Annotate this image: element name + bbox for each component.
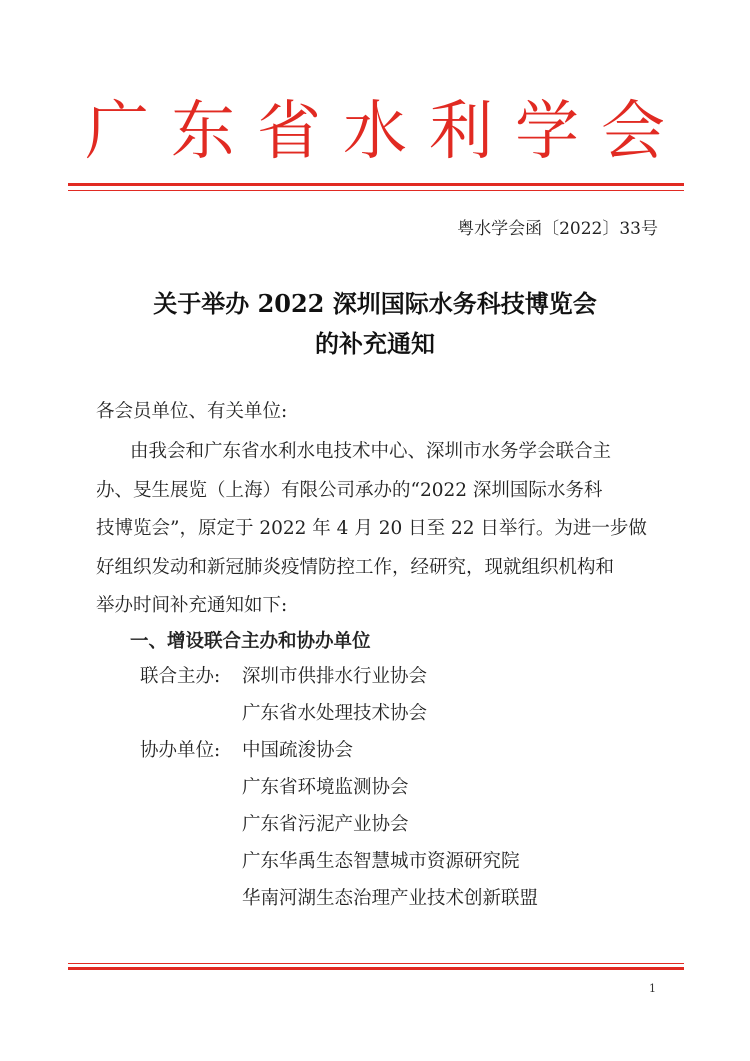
- section-heading: 一、增设联合主办和协办单位: [130, 631, 371, 652]
- paragraph-line: 技博览会”，原定于 2022 年 4 月 20 日至 22 日举行。为进一步做: [96, 518, 647, 539]
- header-rule-thin: [68, 190, 684, 191]
- footer-rule-thin: [68, 963, 684, 964]
- co-organizer-item: 华南河湖生态治理产业技术创新联盟: [242, 888, 539, 909]
- co-organizer-item: 广东华禹生态智慧城市资源研究院: [242, 851, 520, 872]
- paragraph-line: 由我会和广东省水利水电技术中心、深圳市水务学会联合主: [130, 441, 612, 462]
- co-organizer-item: 广东省污泥产业协会: [242, 814, 409, 835]
- co-organizer-item: 广东省环境监测协会: [242, 777, 409, 798]
- salutation: 各会员单位、有关单位:: [96, 401, 288, 422]
- document-title-line2: 的补充通知: [315, 329, 435, 358]
- co-organizer-label: 协办单位:: [140, 740, 221, 761]
- co-host-item: 深圳市供排水行业协会: [242, 666, 428, 687]
- co-organizer-item: 中国疏浚协会: [242, 740, 354, 761]
- paragraph-line: 办、旻生展览（上海）有限公司承办的“2022 深圳国际水务科: [96, 480, 603, 501]
- document-title-line1: 关于举办 2022 深圳国际水务科技博览会: [153, 289, 597, 318]
- paragraph-line: 举办时间补充通知如下:: [96, 595, 288, 616]
- page-number: 1: [649, 982, 656, 995]
- document-number: 粤水学会函〔2022〕33号: [457, 219, 658, 239]
- footer-rule-thick: [68, 967, 684, 970]
- paragraph-line: 好组织发动和新冠肺炎疫情防控工作，经研究，现就组织机构和: [96, 557, 615, 578]
- header-rule-thick: [68, 183, 684, 186]
- co-host-item: 广东省水处理技术协会: [242, 703, 428, 724]
- organization-name: 广东省水利学会: [85, 95, 687, 169]
- co-host-label: 联合主办:: [140, 666, 221, 687]
